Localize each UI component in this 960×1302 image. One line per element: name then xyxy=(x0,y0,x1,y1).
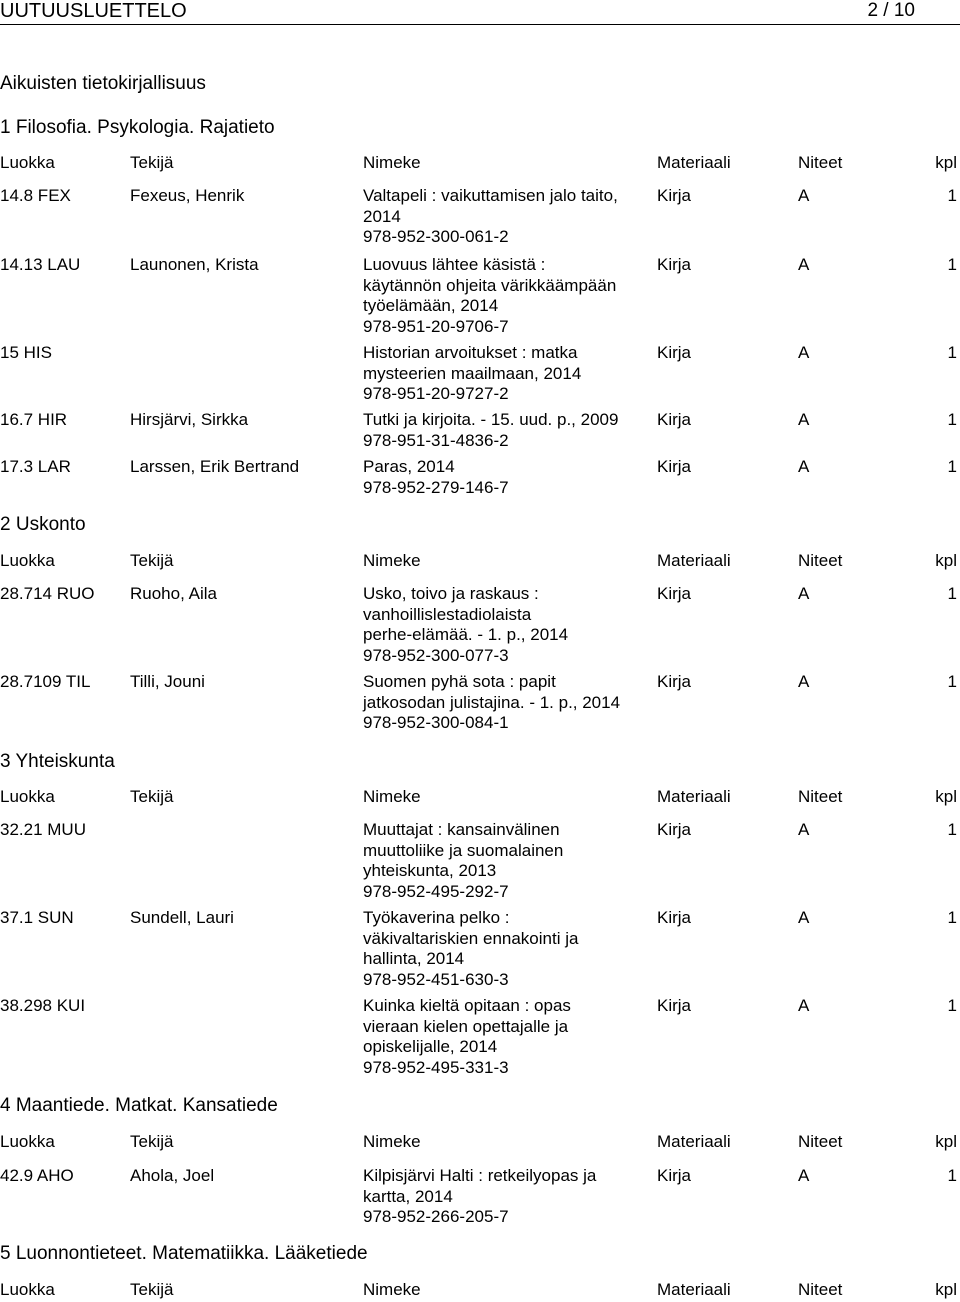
luokka-cell: 14.13 LAU xyxy=(0,255,81,274)
materiaali-cell: Kirja xyxy=(657,996,692,1015)
kpl-cell: 1 xyxy=(947,672,957,691)
nimeke-column-header: Nimeke xyxy=(363,1280,421,1299)
luokka-cell: 16.7 HIR xyxy=(0,410,68,429)
header-divider xyxy=(0,24,960,25)
nimeke-line: opiskelijalle, 2014 xyxy=(363,1037,498,1056)
tekija-column-header: Tekijä xyxy=(130,1132,174,1151)
nimeke-line: Historian arvoitukset : matka xyxy=(363,343,578,362)
niteet-cell: A xyxy=(798,255,810,274)
tekija-column-header: Tekijä xyxy=(130,153,174,172)
nimeke-cell xyxy=(363,820,648,902)
nimeke-line: hallinta, 2014 xyxy=(363,949,465,968)
luokka-cell: 37.1 SUN xyxy=(0,908,74,927)
materiaali-cell: Kirja xyxy=(657,186,692,205)
nimeke-cell xyxy=(363,343,648,405)
kpl-cell: 1 xyxy=(947,1166,957,1185)
kpl-cell: 1 xyxy=(947,820,957,839)
nimeke-line: Kilpisjärvi Halti : retkeilyopas ja xyxy=(363,1166,597,1185)
tekija-column-header: Tekijä xyxy=(130,551,174,570)
luokka-column-header: Luokka xyxy=(0,551,55,570)
tekija-column-header: Tekijä xyxy=(130,1280,174,1299)
niteet-cell: A xyxy=(798,410,810,429)
nimeke-line: käytännön ohjeita värikkäämpään xyxy=(363,275,617,295)
niteet-cell: A xyxy=(798,672,810,691)
materiaali-cell: Kirja xyxy=(657,255,692,274)
nimeke-cell xyxy=(363,410,648,451)
kpl-cell: 1 xyxy=(947,996,957,1015)
nimeke-column-header: Nimeke xyxy=(363,1132,421,1151)
tekija-cell: Larssen, Erik Bertrand xyxy=(130,457,300,476)
nimeke-line: 978-951-31-4836-2 xyxy=(363,430,509,450)
kpl-column-header: kpl xyxy=(935,153,957,172)
luokka-cell: 28.714 RUO xyxy=(0,584,95,603)
niteet-cell: A xyxy=(798,908,810,927)
nimeke-line: jatkosodan julistajina. - 1. p., 2014 xyxy=(363,692,621,712)
nimeke-column-header: Nimeke xyxy=(363,551,421,570)
nimeke-line: 978-951-20-9727-2 xyxy=(363,384,509,403)
document-title: UUTUUSLUETTELO xyxy=(0,0,187,22)
niteet-column-header: Niteet xyxy=(798,551,843,570)
luokka-cell: 28.7109 TIL xyxy=(0,672,91,691)
materiaali-cell: Kirja xyxy=(657,457,692,476)
nimeke-cell xyxy=(363,908,648,990)
tekija-cell: Hirsjärvi, Sirkka xyxy=(130,410,249,429)
luokka-column-header: Luokka xyxy=(0,1280,55,1299)
nimeke-line: Usko, toivo ja raskaus : xyxy=(363,584,539,603)
niteet-cell: A xyxy=(798,343,810,362)
materiaali-column-header: Materiaali xyxy=(657,551,731,570)
nimeke-line: 978-952-300-084-1 xyxy=(363,713,509,732)
materiaali-cell: Kirja xyxy=(657,672,692,691)
luokka-column-header: Luokka xyxy=(0,1132,55,1151)
page-header xyxy=(0,0,960,22)
kpl-cell: 1 xyxy=(947,410,957,429)
nimeke-line: Paras, 2014 xyxy=(363,457,455,476)
tekija-cell: Ruoho, Aila xyxy=(130,584,217,603)
nimeke-cell xyxy=(363,1166,648,1228)
nimeke-line: 978-952-300-061-2 xyxy=(363,227,509,246)
kpl-cell: 1 xyxy=(947,255,957,274)
section-heading: 4 Maantiede. Matkat. Kansatiede xyxy=(0,1095,278,1116)
nimeke-line: Tutki ja kirjoita. - 15. uud. p., 2009 xyxy=(363,410,619,429)
niteet-column-header: Niteet xyxy=(798,1132,843,1151)
nimeke-line: 978-952-266-205-7 xyxy=(363,1207,509,1226)
nimeke-cell xyxy=(363,457,648,498)
nimeke-line: Kuinka kieltä opitaan : opas xyxy=(363,996,571,1015)
nimeke-line: 978-952-279-146-7 xyxy=(363,477,509,497)
luokka-cell: 38.298 KUI xyxy=(0,996,86,1015)
nimeke-line: väkivaltariskien ennakointi ja xyxy=(363,928,579,948)
kpl-cell: 1 xyxy=(947,908,957,927)
nimeke-line: työelämään, 2014 xyxy=(363,296,499,315)
materiaali-column-header: Materiaali xyxy=(657,1280,731,1299)
page-number: 2 / 10 xyxy=(867,0,915,21)
luokka-cell: 14.8 FEX xyxy=(0,186,71,205)
niteet-cell: A xyxy=(798,1166,810,1185)
section-heading: 1 Filosofia. Psykologia. Rajatieto xyxy=(0,117,275,138)
nimeke-line: 978-952-451-630-3 xyxy=(363,969,509,989)
nimeke-line: 978-952-495-331-3 xyxy=(363,1057,509,1077)
niteet-column-header: Niteet xyxy=(798,787,843,806)
kpl-column-header: kpl xyxy=(935,1280,957,1299)
nimeke-line: yhteiskunta, 2013 xyxy=(363,861,497,880)
nimeke-cell xyxy=(363,255,648,337)
niteet-cell: A xyxy=(798,186,810,205)
section-heading: 3 Yhteiskunta xyxy=(0,751,115,772)
niteet-cell: A xyxy=(798,820,810,839)
kpl-cell: 1 xyxy=(947,457,957,476)
nimeke-line: Luovuus lähtee käsistä : xyxy=(363,255,546,274)
nimeke-line: vieraan kielen opettajalle ja xyxy=(363,1016,569,1036)
nimeke-cell xyxy=(363,584,648,666)
tekija-column-header: Tekijä xyxy=(130,787,174,806)
kpl-cell: 1 xyxy=(947,584,957,603)
kpl-cell: 1 xyxy=(947,343,957,362)
nimeke-line: vanhoillislestadiolaista xyxy=(363,604,532,624)
nimeke-line: kartta, 2014 xyxy=(363,1186,453,1206)
tekija-cell: Sundell, Lauri xyxy=(130,908,234,927)
kpl-column-header: kpl xyxy=(935,1132,957,1151)
materiaali-column-header: Materiaali xyxy=(657,1132,731,1151)
nimeke-cell xyxy=(363,672,648,734)
tekija-cell: Fexeus, Henrik xyxy=(130,186,245,205)
nimeke-line: mysteerien maailmaan, 2014 xyxy=(363,363,582,383)
materiaali-cell: Kirja xyxy=(657,820,692,839)
nimeke-line: Valtapeli : vaikuttamisen jalo taito, xyxy=(363,186,618,205)
category-heading: Aikuisten tietokirjallisuus xyxy=(0,73,206,94)
materiaali-cell: Kirja xyxy=(657,908,692,927)
niteet-column-header: Niteet xyxy=(798,153,843,172)
tekija-cell: Tilli, Jouni xyxy=(130,672,205,691)
luokka-cell: 32.21 MUU xyxy=(0,820,86,839)
nimeke-line: muuttoliike ja suomalainen xyxy=(363,840,564,860)
materiaali-column-header: Materiaali xyxy=(657,153,731,172)
kpl-cell: 1 xyxy=(947,186,957,205)
materiaali-cell: Kirja xyxy=(657,343,692,362)
nimeke-line: Työkaverina pelko : xyxy=(363,908,510,927)
niteet-column-header: Niteet xyxy=(798,1280,843,1299)
nimeke-cell xyxy=(363,996,648,1078)
materiaali-cell: Kirja xyxy=(657,1166,692,1185)
luokka-cell: 15 HIS xyxy=(0,343,52,362)
niteet-cell: A xyxy=(798,996,810,1015)
nimeke-line: Suomen pyhä sota : papit xyxy=(363,672,556,691)
tekija-cell: Ahola, Joel xyxy=(130,1166,215,1185)
nimeke-cell xyxy=(363,186,648,248)
nimeke-line: 2014 xyxy=(363,206,401,226)
niteet-cell: A xyxy=(798,457,810,476)
nimeke-line: 978-952-495-292-7 xyxy=(363,881,509,901)
luokka-column-header: Luokka xyxy=(0,787,55,806)
nimeke-line: Muuttajat : kansainvälinen xyxy=(363,820,560,839)
kpl-column-header: kpl xyxy=(935,551,957,570)
kpl-column-header: kpl xyxy=(935,787,957,806)
section-heading: 5 Luonnontieteet. Matematiikka. Lääketiede xyxy=(0,1243,368,1264)
section-heading: 2 Uskonto xyxy=(0,514,86,535)
nimeke-line: perhe-elämää. - 1. p., 2014 xyxy=(363,625,569,644)
tekija-cell: Launonen, Krista xyxy=(130,255,259,274)
materiaali-cell: Kirja xyxy=(657,410,692,429)
nimeke-column-header: Nimeke xyxy=(363,153,421,172)
materiaali-cell: Kirja xyxy=(657,584,692,603)
luokka-column-header: Luokka xyxy=(0,153,55,172)
luokka-cell: 42.9 AHO xyxy=(0,1166,74,1185)
nimeke-line: 978-951-20-9706-7 xyxy=(363,316,509,336)
luokka-cell: 17.3 LAR xyxy=(0,457,71,476)
materiaali-column-header: Materiaali xyxy=(657,787,731,806)
nimeke-column-header: Nimeke xyxy=(363,787,421,806)
niteet-cell: A xyxy=(798,584,810,603)
nimeke-line: 978-952-300-077-3 xyxy=(363,645,509,665)
